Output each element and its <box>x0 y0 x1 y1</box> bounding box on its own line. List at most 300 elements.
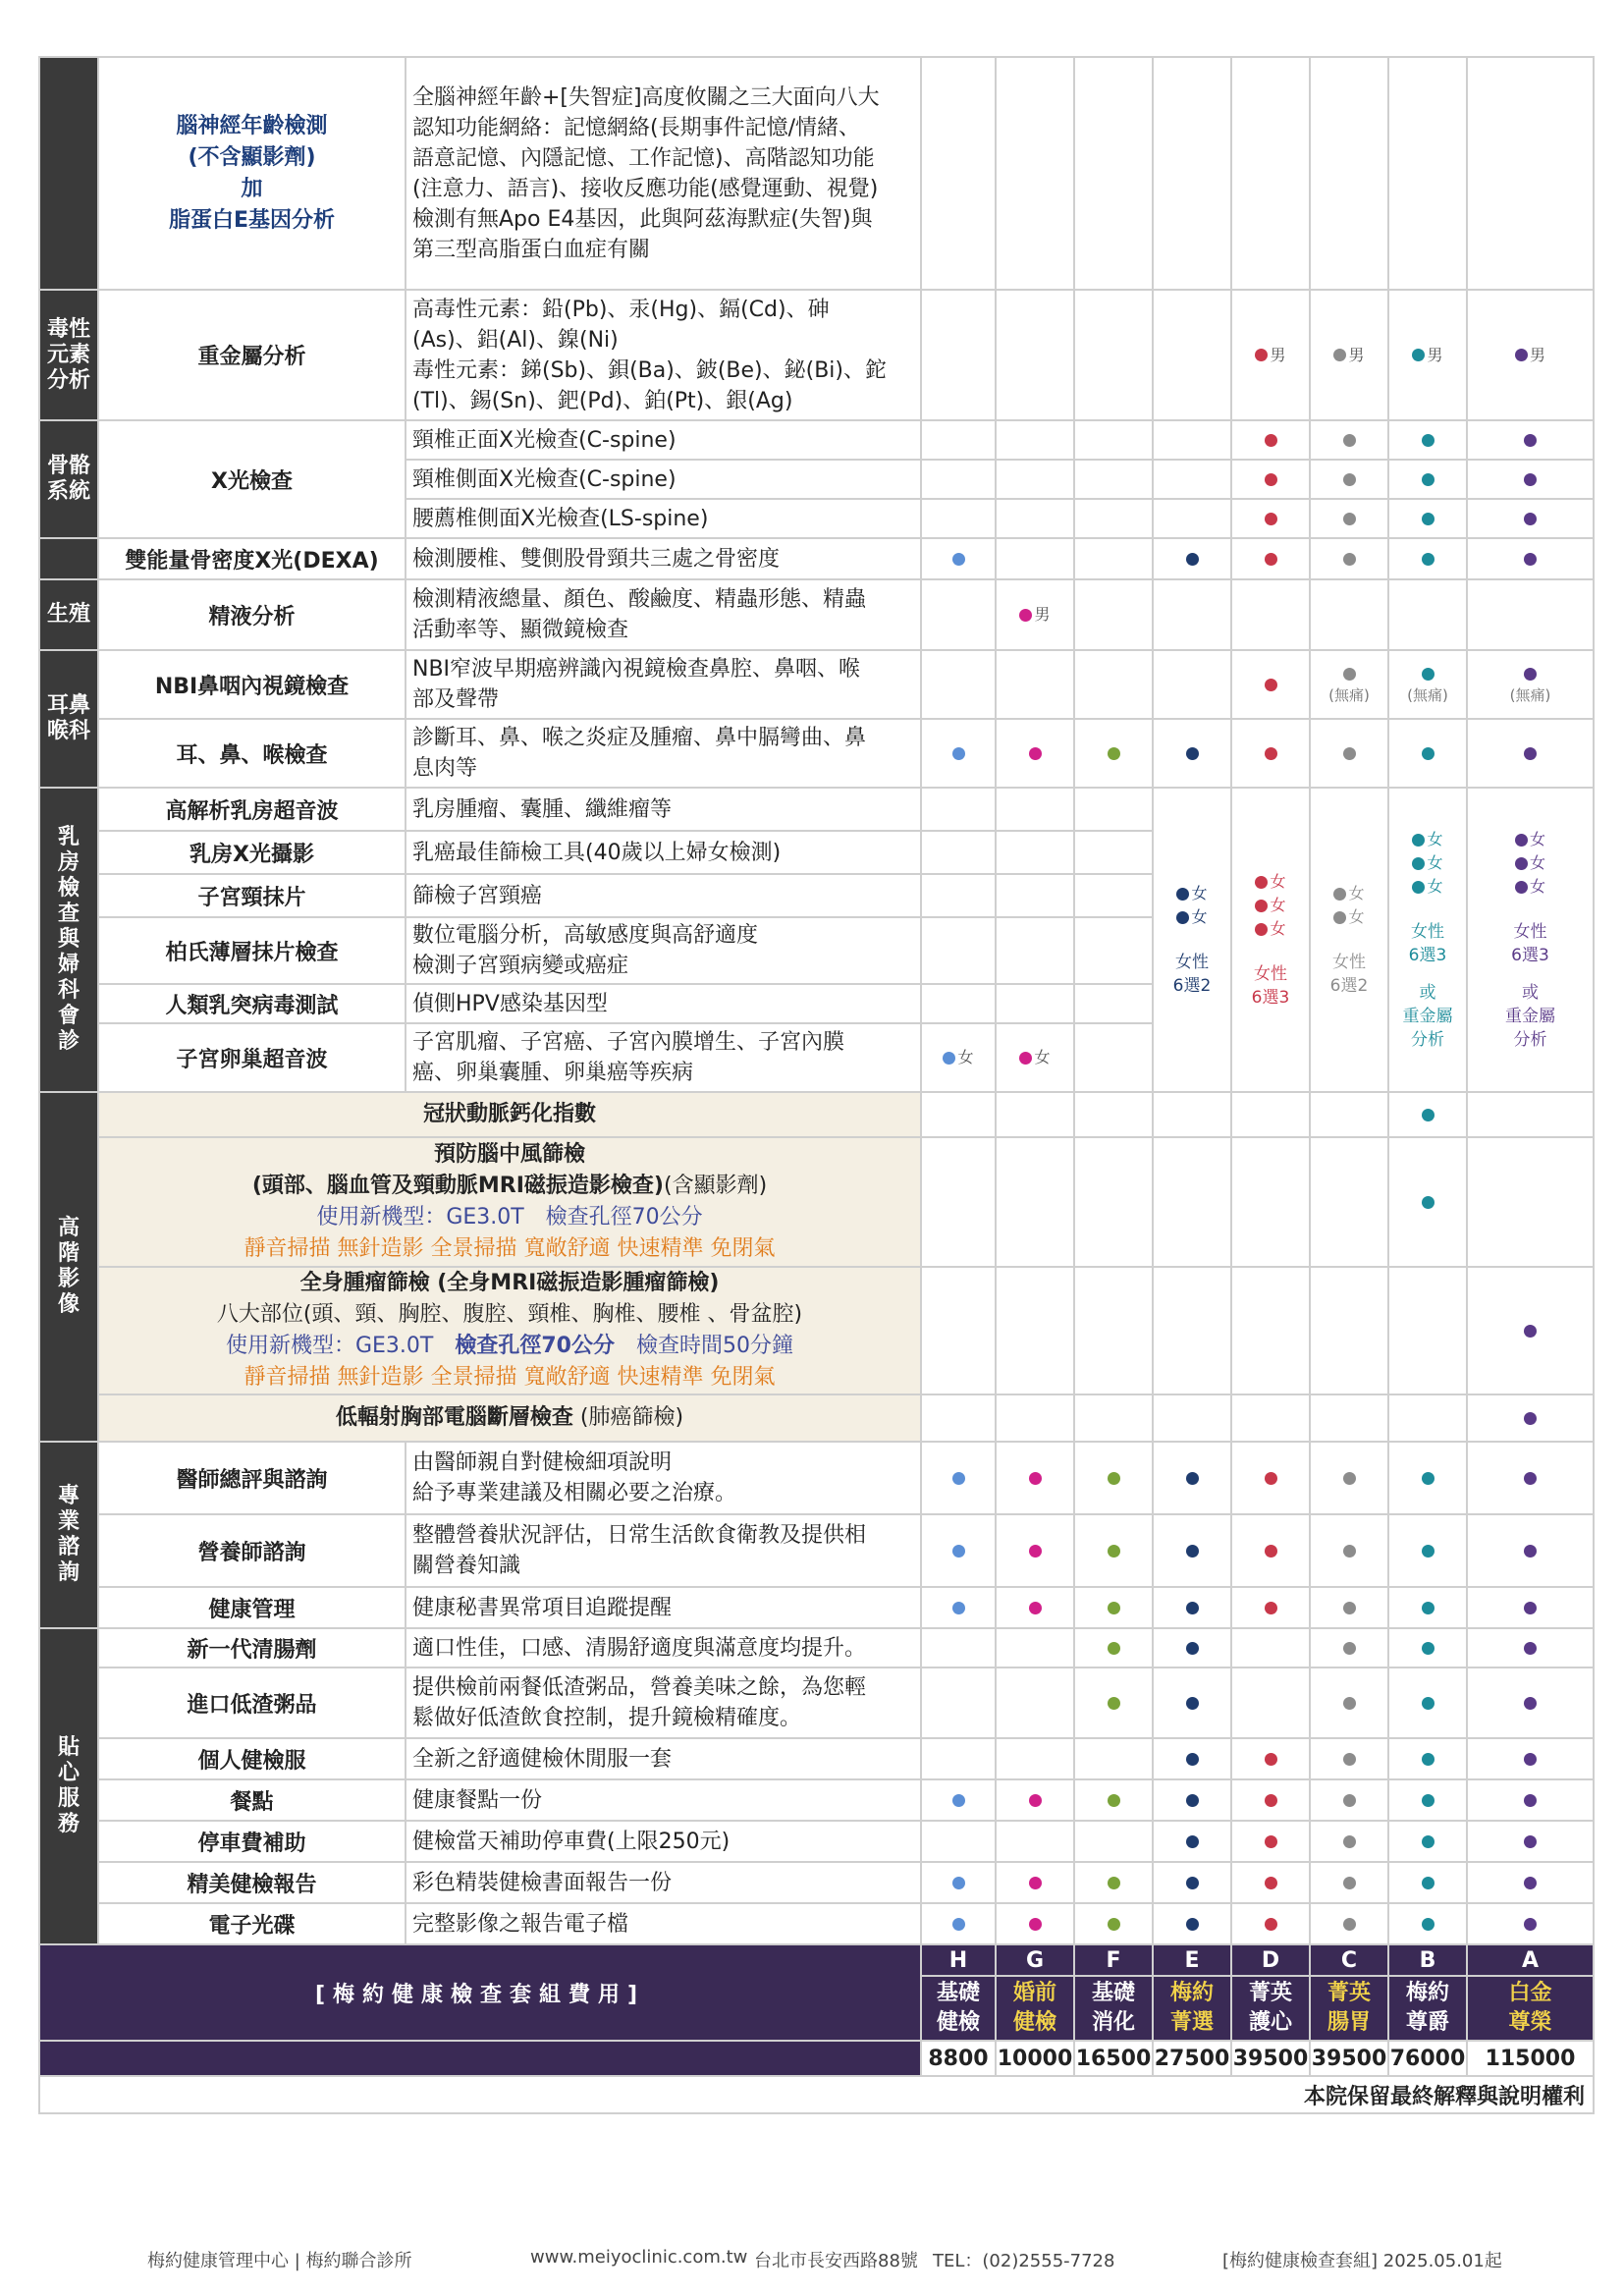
cat-char: 查 <box>57 902 80 926</box>
pkg-cell-D <box>1231 1862 1310 1903</box>
pkg-cell-F <box>1074 1821 1153 1862</box>
pkg-cell-G <box>996 1667 1074 1738</box>
pkg-cell-D <box>1231 1903 1310 1944</box>
pkg-cell-H <box>921 1442 996 1514</box>
item-name-heavy-metal: 重金屬分析 <box>98 290 406 420</box>
gender-label: 女 <box>1529 877 1545 896</box>
tumor-machine-model: 使用新機型：GE3.0T <box>225 1334 434 1358</box>
pkg-cell-G <box>996 874 1074 917</box>
included-dot <box>1524 747 1537 760</box>
package-price: 27500 <box>1153 2041 1231 2076</box>
item-desc-bowel-prep: 適口性佳，口感、清腸舒適度與滿意度均提升。 <box>406 1628 921 1667</box>
female-dot-line <box>1389 851 1466 875</box>
pkg-cell-G <box>996 1023 1074 1092</box>
desc-line: (As)、鋁(Al)、鎳(Ni) <box>412 327 619 353</box>
choose-note: 6選3 <box>1408 946 1447 965</box>
pkg-cell-A <box>1467 1092 1594 1137</box>
pkg-cell-F <box>1074 1394 1153 1442</box>
row-xray-1 <box>39 420 1594 460</box>
pkg-cell-D <box>1231 1821 1310 1862</box>
pkg-cell-B <box>1388 1587 1467 1628</box>
pkg-cell-F <box>1074 1442 1153 1514</box>
brain-name-line: 加 <box>241 176 263 201</box>
desc-line: 給予專業建議及相關必要之治療。 <box>412 1481 737 1505</box>
pkg-cell-B <box>1388 1738 1467 1779</box>
pkg-cell-H <box>921 1667 996 1738</box>
footer-url[interactable]: www.meiyoclinic.com.tw <box>530 2247 748 2268</box>
spacer <box>1389 899 1466 920</box>
included-dot <box>1343 513 1356 525</box>
pkg-cell-A <box>1467 57 1594 290</box>
package-name <box>1388 1976 1467 2041</box>
pkg-name-line: 菁英 <box>1326 1981 1371 2005</box>
pkg-cell-B <box>1388 1267 1467 1394</box>
pkg-cell-C <box>1310 1862 1388 1903</box>
included-dot <box>1265 1545 1277 1558</box>
pkg-cell-C <box>1310 1267 1388 1394</box>
package-letter: B <box>1388 1944 1467 1976</box>
included-dot <box>1255 923 1268 936</box>
included-dot <box>1343 1835 1356 1848</box>
pkg-cell-D <box>1231 1667 1310 1738</box>
female-dot-line <box>1232 917 1309 941</box>
included-dot <box>1029 1794 1042 1807</box>
pkg-cell-A <box>1467 1862 1594 1903</box>
pkg-cell-G <box>996 1394 1074 1442</box>
pkg-cell-A-group <box>1467 788 1594 1092</box>
pkg-cell-B <box>1388 1137 1467 1267</box>
tumor-bore: 檢查孔徑70公分 <box>455 1334 615 1358</box>
included-dot <box>1186 1602 1199 1614</box>
gender-label: 女 <box>1034 1048 1051 1066</box>
included-dot <box>1176 888 1189 901</box>
pkg-cell-G <box>996 719 1074 788</box>
item-desc-hpv: 偵側HPV感染基因型 <box>406 984 921 1023</box>
tumor-features: 靜音掃描 無針造影 全景掃描 寬敞舒適 快速精準 免閉氣 <box>244 1365 776 1390</box>
row-bowel-prep <box>39 1628 1594 1667</box>
row-ldct <box>39 1394 1594 1442</box>
stroke-title: 預防腦中風篩檢 <box>433 1142 585 1167</box>
included-dot <box>1422 513 1435 525</box>
pkg-cell-F <box>1074 499 1153 538</box>
pkg-cell-F <box>1074 57 1153 290</box>
pkg-cell-C <box>1310 719 1388 788</box>
item-name-report: 精美健檢報告 <box>98 1862 406 1903</box>
category-imaging <box>39 1092 98 1442</box>
pricing-price-row <box>39 2041 1594 2076</box>
item-desc-xray: 頸椎正面X光檢查(C-spine) <box>406 420 921 460</box>
cat-char: 貼 <box>57 1735 80 1760</box>
choose-note: 6選3 <box>1251 988 1290 1008</box>
stroke-scope <box>99 1171 920 1202</box>
painless-mark <box>1311 663 1387 706</box>
pkg-cell-E <box>1153 719 1231 788</box>
stroke-scope-text: (頭部、腦血管及頸動脈MRI磁振造影檢查) <box>251 1174 664 1198</box>
pkg-cell-G <box>996 538 1074 579</box>
included-dot <box>1333 888 1346 901</box>
metal-option-note: 重金屬 <box>1505 1007 1555 1026</box>
pkg-name-line: 基礎 <box>1091 1981 1135 2005</box>
category-repro: 生殖 <box>39 579 98 650</box>
item-name-doctor: 醫師總評與諮詢 <box>98 1442 406 1514</box>
included-dot <box>1108 1877 1120 1889</box>
included-dot <box>1343 1697 1356 1710</box>
pkg-cell-A <box>1467 420 1594 460</box>
pkg-cell-B <box>1388 290 1467 420</box>
included-dot <box>1265 747 1277 760</box>
package-letter: C <box>1310 1944 1388 1976</box>
included-dot <box>1515 349 1528 361</box>
included-dot <box>1524 473 1537 486</box>
category-ent <box>39 650 98 788</box>
included-dot <box>1265 1877 1277 1889</box>
pkg-cell-E <box>1153 1821 1231 1862</box>
row-dexa <box>39 538 1594 579</box>
pkg-cell-E <box>1153 499 1231 538</box>
included-dot <box>1412 834 1425 847</box>
included-dot <box>952 1918 965 1931</box>
cat-char: 系統 <box>46 479 90 504</box>
item-name-mammography: 乳房X光攝影 <box>98 831 406 874</box>
pkg-cell-F <box>1074 1023 1153 1092</box>
pkg-cell-D <box>1231 420 1310 460</box>
included-dot <box>1343 747 1356 760</box>
item-desc-cd: 完整影像之報告電子檔 <box>406 1903 921 1944</box>
spacer <box>1389 967 1466 981</box>
pkg-cell-H <box>921 1779 996 1821</box>
included-dot <box>1108 1472 1120 1485</box>
pkg-cell-C <box>1310 1903 1388 1944</box>
included-dot <box>1422 434 1435 447</box>
included-dot <box>1515 834 1528 847</box>
desc-line: 鬆做好低渣飲食控制，提升鏡檢精確度。 <box>412 1706 802 1730</box>
pkg-cell-A <box>1467 1137 1594 1267</box>
included-dot <box>1265 1753 1277 1766</box>
pkg-cell-C <box>1310 579 1388 650</box>
pkg-cell-F <box>1074 1587 1153 1628</box>
included-dot <box>1029 747 1042 760</box>
metal-option-note: 分析 <box>1411 1030 1444 1050</box>
included-dot <box>1524 1472 1537 1485</box>
item-ldct <box>98 1394 921 1442</box>
cat-char: 骨骼 <box>46 454 90 478</box>
included-dot <box>1412 349 1425 361</box>
row-gown <box>39 1738 1594 1779</box>
included-dot <box>1265 1602 1277 1614</box>
item-desc-ent-exam <box>406 719 921 788</box>
pkg-cell-D <box>1231 579 1310 650</box>
package-letter: H <box>921 1944 996 1976</box>
item-name-thinprep: 柏氏薄層抹片檢查 <box>98 917 406 984</box>
included-dot <box>1524 1602 1537 1614</box>
pkg-cell-F <box>1074 917 1153 984</box>
included-dot <box>1108 747 1120 760</box>
cat-char: 科 <box>57 978 80 1003</box>
included-dot <box>1265 1835 1277 1848</box>
pkg-cell-H <box>921 984 996 1023</box>
pkg-cell-E <box>1153 579 1231 650</box>
pkg-cell-H <box>921 1862 996 1903</box>
choose-note: 女性 <box>1254 964 1287 984</box>
pkg-cell-A <box>1467 1738 1594 1779</box>
pricing-title-fill <box>39 2041 921 2076</box>
included-dot <box>952 1794 965 1807</box>
category-service <box>39 1628 98 1944</box>
item-name-uterus-ultrasound: 子宮卵巢超音波 <box>98 1023 406 1092</box>
pkg-cell-F <box>1074 831 1153 874</box>
pkg-cell-G <box>996 1092 1074 1137</box>
included-dot <box>1524 668 1537 681</box>
painless-mark <box>1389 663 1466 706</box>
pkg-cell-G <box>996 917 1074 984</box>
row-porridge <box>39 1667 1594 1738</box>
gyn-group <box>1468 828 1593 1052</box>
included-dot <box>1265 1794 1277 1807</box>
pkg-cell-B <box>1388 719 1467 788</box>
pkg-cell-A <box>1467 1267 1594 1394</box>
gyn-group <box>1389 828 1466 1052</box>
included-dot <box>1524 1325 1537 1338</box>
pkg-cell-H <box>921 831 996 874</box>
item-desc-breast-ultrasound: 乳房腫瘤、囊腫、纖維瘤等 <box>406 788 921 831</box>
desc-line: 診斷耳、鼻、喉之炎症及腫瘤、鼻中膈彎曲、鼻 <box>412 726 867 750</box>
pkg-cell-A <box>1467 499 1594 538</box>
row-cd <box>39 1903 1594 1944</box>
category-toxic <box>39 290 98 420</box>
row-nutrition <box>39 1514 1594 1587</box>
pkg-cell-B <box>1388 57 1467 290</box>
item-name-bowel-prep: 新一代清腸劑 <box>98 1628 406 1667</box>
desc-line: 第三型高脂蛋白血症有關 <box>412 237 651 262</box>
pkg-cell-D <box>1231 719 1310 788</box>
included-dot <box>1422 1877 1435 1889</box>
desc-line: NBI窄波早期癌辨識內視鏡檢查鼻腔、鼻咽、喉 <box>412 657 861 682</box>
stroke-machine: 使用新機型：GE3.0T 檢查孔徑70公分 <box>316 1205 703 1230</box>
item-name-pap-smear: 子宮頸抹片 <box>98 874 406 917</box>
item-desc-thinprep <box>406 917 921 984</box>
pkg-cell-D <box>1231 499 1310 538</box>
pkg-cell-A <box>1467 1821 1594 1862</box>
gender-label: 女 <box>1191 884 1208 902</box>
desc-line: 息肉等 <box>412 756 478 781</box>
item-desc-gown: 全新之舒適健檢休閒服一套 <box>406 1738 921 1779</box>
pkg-cell-B <box>1388 1394 1467 1442</box>
included-dot <box>1524 434 1537 447</box>
pkg-cell-F <box>1074 1267 1153 1394</box>
spacer <box>1311 929 1387 951</box>
pkg-cell-E <box>1153 1587 1231 1628</box>
pkg-cell-H <box>921 579 996 650</box>
row-coronary <box>39 1092 1594 1137</box>
pkg-cell-F <box>1074 650 1153 719</box>
pkg-name-line: 菁英 <box>1248 1981 1292 2005</box>
included-dot <box>1524 1753 1537 1766</box>
category-blank <box>39 57 98 290</box>
pricing-title: [梅約健康檢查套組費用] <box>39 1944 921 2041</box>
included-dot <box>1186 1835 1199 1848</box>
gender-label: 男 <box>1270 345 1286 364</box>
female-dot-line <box>1389 828 1466 851</box>
pkg-cell-E <box>1153 290 1231 420</box>
pkg-cell-H <box>921 420 996 460</box>
cat-char: 詢 <box>57 1560 80 1585</box>
pkg-name-line: 梅約 <box>1405 1981 1449 2005</box>
pkg-cell-G <box>996 1779 1074 1821</box>
pkg-cell-H <box>921 788 996 831</box>
category-consult <box>39 1442 98 1628</box>
row-nbi <box>39 650 1594 719</box>
included-dot <box>1333 349 1346 361</box>
pkg-cell-H <box>921 1903 996 1944</box>
pkg-cell-A <box>1467 1442 1594 1514</box>
included-dot <box>1524 1642 1537 1655</box>
painless-label: (無痛) <box>1328 686 1370 704</box>
pkg-cell-F <box>1074 460 1153 499</box>
pkg-cell-H <box>921 1137 996 1267</box>
pkg-cell-E <box>1153 1267 1231 1394</box>
row-ent-exam <box>39 719 1594 788</box>
row-parking <box>39 1821 1594 1862</box>
pkg-cell-B <box>1388 1628 1467 1667</box>
pkg-cell-A <box>1467 538 1594 579</box>
tumor-time: 檢查時間50分鐘 <box>636 1334 794 1358</box>
spacer <box>1232 941 1309 962</box>
pkg-cell-E <box>1153 538 1231 579</box>
pkg-cell-A <box>1467 650 1594 719</box>
pkg-cell-H <box>921 1821 996 1862</box>
pkg-cell-G <box>996 1738 1074 1779</box>
cat-char: 專 <box>57 1484 80 1508</box>
cat-char: 會 <box>57 1004 80 1028</box>
pkg-cell-C <box>1310 1738 1388 1779</box>
included-dot <box>952 1545 965 1558</box>
gender-label: 女 <box>1348 907 1365 926</box>
included-dot <box>1186 1753 1199 1766</box>
pkg-name-line: 腸胃 <box>1326 2010 1371 2035</box>
pkg-cell-B <box>1388 1667 1467 1738</box>
included-dot <box>1422 1472 1435 1485</box>
included-dot <box>1186 1794 1199 1807</box>
pkg-cell-G <box>996 1442 1074 1514</box>
female-dot-line <box>1389 875 1466 899</box>
included-dot <box>1422 1918 1435 1931</box>
pkg-cell-G <box>996 1903 1074 1944</box>
cat-char: 與 <box>57 927 80 952</box>
included-dot <box>1029 1602 1042 1614</box>
pkg-cell-D <box>1231 57 1310 290</box>
included-dot <box>1255 876 1268 889</box>
desc-line: 檢測子宮頸病變或癌症 <box>412 954 629 978</box>
included-dot <box>952 1602 965 1614</box>
pkg-cell-C <box>1310 650 1388 719</box>
included-dot <box>1524 553 1537 566</box>
pkg-cell-B <box>1388 1821 1467 1862</box>
pkg-cell-G <box>996 420 1074 460</box>
pkg-cell-E <box>1153 1092 1231 1137</box>
pkg-name-line: 消化 <box>1091 2010 1135 2035</box>
item-name-cd: 電子光碟 <box>98 1903 406 1944</box>
pkg-cell-C <box>1310 460 1388 499</box>
package-table <box>38 56 1595 2114</box>
pkg-cell-G <box>996 831 1074 874</box>
pkg-cell-E <box>1153 460 1231 499</box>
pkg-cell-F <box>1074 1903 1153 1944</box>
pkg-cell-A <box>1467 460 1594 499</box>
disclaimer-note: 本院保留最終解釋與說明權利 <box>39 2076 1594 2113</box>
package-price: 39500 <box>1310 2041 1388 2076</box>
gender-label: 女 <box>1529 830 1545 848</box>
desc-line: 提供檢前兩餐低渣粥品，營養美味之餘，為您輕 <box>412 1675 867 1700</box>
pkg-cell-G <box>996 1821 1074 1862</box>
pkg-cell-E <box>1153 650 1231 719</box>
included-dot <box>1524 1697 1537 1710</box>
choose-note: 6選2 <box>1172 976 1212 996</box>
pkg-cell-D <box>1231 1628 1310 1667</box>
pkg-cell-F <box>1074 1137 1153 1267</box>
gyn-group <box>1311 882 1387 998</box>
desc-line: 檢測有無Apo E4基因，此與阿茲海默症(失智)與 <box>412 206 873 232</box>
female-dot-line <box>1232 894 1309 917</box>
cat-char: 諮 <box>57 1535 80 1559</box>
pkg-cell-E <box>1153 1903 1231 1944</box>
included-dot <box>1524 1877 1537 1889</box>
pkg-cell-B <box>1388 1903 1467 1944</box>
included-dot <box>1265 679 1277 691</box>
pkg-cell-A <box>1467 1628 1594 1667</box>
package-price: 76000 <box>1388 2041 1467 2076</box>
item-desc-uterus-ultrasound <box>406 1023 921 1092</box>
pkg-cell-B <box>1388 538 1467 579</box>
pkg-cell-F <box>1074 1514 1153 1587</box>
included-dot <box>1343 473 1356 486</box>
included-dot <box>1524 1545 1537 1558</box>
painless-label: (無痛) <box>1407 686 1448 704</box>
footer-tel: TEL：(02)2555-7728 <box>933 2251 1115 2271</box>
included-dot <box>1029 1545 1042 1558</box>
pkg-cell-F <box>1074 290 1153 420</box>
included-dot <box>1186 1545 1199 1558</box>
gender-label: 女 <box>1270 872 1286 891</box>
item-desc-nutrition <box>406 1514 921 1587</box>
included-dot <box>1343 1877 1356 1889</box>
item-desc-dexa: 檢測腰椎、雙側股骨頸共三處之骨密度 <box>406 538 921 579</box>
included-dot <box>1186 1697 1199 1710</box>
row-stroke-mri <box>39 1137 1594 1267</box>
pkg-cell-G <box>996 1862 1074 1903</box>
item-desc-brain <box>406 57 921 290</box>
brain-name-line: 腦神經年齡檢測 <box>176 113 328 138</box>
pkg-cell-H <box>921 460 996 499</box>
pkg-cell-F <box>1074 1862 1153 1903</box>
tumor-scope: 八大部位(頭、頸、胸腔、腹腔、頸椎、胸椎、腰椎 、骨盆腔) <box>216 1302 803 1327</box>
choose-note: 6選3 <box>1511 946 1549 965</box>
item-desc-meal: 健康餐點一份 <box>406 1779 921 1821</box>
included-dot <box>1524 1412 1537 1425</box>
item-desc-parking: 健檢當天補助停車費(上限250元) <box>406 1821 921 1862</box>
gender-label: 女 <box>1427 853 1443 872</box>
pkg-cell-C <box>1310 1092 1388 1137</box>
pkg-cell-E <box>1153 1628 1231 1667</box>
pkg-cell-C <box>1310 290 1388 420</box>
included-dot <box>1343 1472 1356 1485</box>
desc-line: 全腦神經年齡+[失智症]高度攸關之三大面向八大 <box>412 84 880 110</box>
item-name-coronary: 冠狀動脈鈣化指數 <box>98 1092 921 1137</box>
pkg-cell-E <box>1153 1137 1231 1267</box>
pkg-cell-A <box>1467 1667 1594 1738</box>
spacer <box>1468 899 1593 920</box>
desc-line: 數位電腦分析，高敏感度與高舒適度 <box>412 923 759 948</box>
desc-line: 關營養知識 <box>412 1554 521 1578</box>
